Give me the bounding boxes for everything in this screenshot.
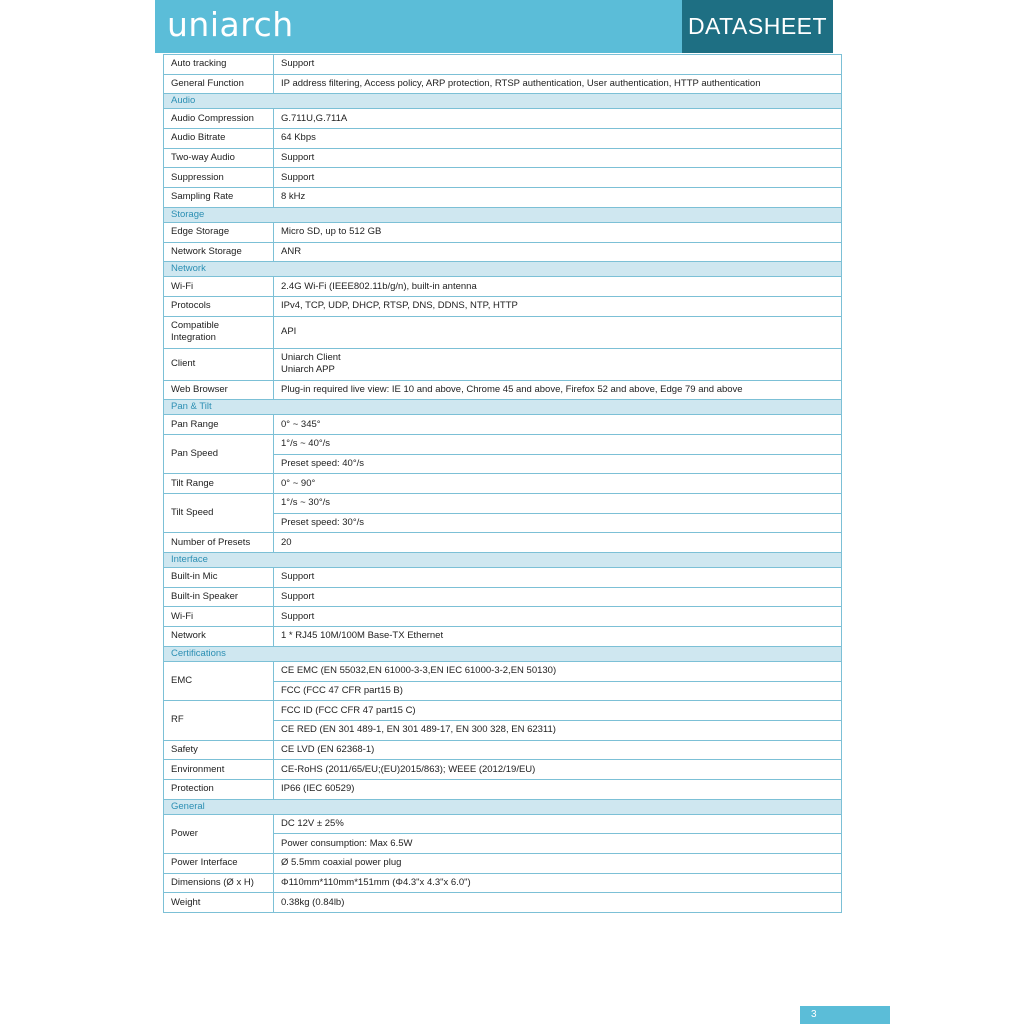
spec-label: Environment bbox=[164, 760, 274, 780]
spec-value: API bbox=[274, 316, 842, 348]
table-row bbox=[164, 587, 842, 607]
spec-value: 0° ~ 345° bbox=[274, 415, 842, 435]
spec-value: Support bbox=[274, 587, 842, 607]
spec-label: RF bbox=[164, 701, 274, 740]
spec-value: FCC (FCC 47 CFR part15 B) bbox=[274, 681, 842, 701]
spec-value: IP address filtering, Access policy, ARP protection, RTSP authentication, User authentication, HTTP authentication bbox=[274, 74, 842, 94]
spec-value: Support bbox=[274, 148, 842, 168]
table-row bbox=[164, 760, 842, 780]
spec-label: Power Interface bbox=[164, 854, 274, 874]
spec-label: General Function bbox=[164, 74, 274, 94]
table-row bbox=[164, 380, 842, 400]
spec-value: 1 * RJ45 10M/100M Base-TX Ethernet bbox=[274, 627, 842, 647]
spec-value: IP66 (IEC 60529) bbox=[274, 779, 842, 799]
table-row bbox=[164, 168, 842, 188]
spec-value: G.711U,G.711A bbox=[274, 109, 842, 129]
spec-value: Φ110mm*110mm*151mm (Φ4.3"x 4.3"x 6.0") bbox=[274, 873, 842, 893]
section-header-general bbox=[164, 799, 842, 814]
table-row bbox=[164, 873, 842, 893]
spec-label: Wi-Fi bbox=[164, 607, 274, 627]
spec-label: Edge Storage bbox=[164, 222, 274, 242]
spec-label: Wi-Fi bbox=[164, 277, 274, 297]
spec-value: Support bbox=[274, 168, 842, 188]
table-row bbox=[164, 494, 842, 514]
table-row bbox=[164, 568, 842, 588]
spec-label: Client bbox=[164, 348, 274, 380]
spec-table bbox=[163, 54, 842, 913]
table-row bbox=[164, 148, 842, 168]
spec-label-line: Compatible bbox=[171, 320, 220, 332]
spec-value: 0.38kg (0.84lb) bbox=[274, 893, 842, 913]
table-row bbox=[164, 129, 842, 149]
spec-value: 20 bbox=[274, 533, 842, 553]
spec-value-line: Uniarch Client bbox=[281, 352, 341, 364]
spec-value: DC 12V ± 25% bbox=[274, 814, 842, 834]
spec-value: CE RED (EN 301 489-1, EN 301 489-17, EN 300 328, EN 62311) bbox=[274, 720, 842, 740]
spec-value: CE LVD (EN 62368-1) bbox=[274, 740, 842, 760]
spec-label: Dimensions (Ø x H) bbox=[164, 873, 274, 893]
table-row bbox=[164, 109, 842, 129]
spec-value: 64 Kbps bbox=[274, 129, 842, 149]
header-banner bbox=[155, 0, 833, 53]
table-row bbox=[164, 533, 842, 553]
section-header-network bbox=[164, 262, 842, 277]
spec-label: Tilt Speed bbox=[164, 494, 274, 533]
spec-value: Support bbox=[274, 55, 842, 75]
table-row bbox=[164, 242, 842, 262]
table-row bbox=[164, 661, 842, 681]
spec-label: Built-in Mic bbox=[164, 568, 274, 588]
spec-value: Plug-in required live view: IE 10 and above, Chrome 45 and above, Firefox 52 and above, Edge 79 and above bbox=[274, 380, 842, 400]
spec-label: EMC bbox=[164, 661, 274, 700]
section-title: Interface bbox=[164, 553, 842, 568]
spec-label bbox=[164, 316, 274, 348]
spec-label: Protection bbox=[164, 779, 274, 799]
spec-label: Weight bbox=[164, 893, 274, 913]
spec-label: Audio Compression bbox=[164, 109, 274, 129]
section-title: General bbox=[164, 799, 842, 814]
uniarch-logo: uniarch bbox=[167, 5, 294, 44]
table-row bbox=[164, 55, 842, 75]
section-header-pan-tilt bbox=[164, 400, 842, 415]
section-header-interface bbox=[164, 553, 842, 568]
section-title: Audio bbox=[164, 94, 842, 109]
table-row bbox=[164, 740, 842, 760]
section-header-audio bbox=[164, 94, 842, 109]
table-row bbox=[164, 474, 842, 494]
spec-label: Protocols bbox=[164, 296, 274, 316]
spec-value: Support bbox=[274, 568, 842, 588]
spec-value: CE EMC (EN 55032,EN 61000-3-3,EN IEC 61000-3-2,EN 50130) bbox=[274, 661, 842, 681]
table-row bbox=[164, 607, 842, 627]
spec-value: Micro SD, up to 512 GB bbox=[274, 222, 842, 242]
spec-value: FCC ID (FCC CFR 47 part15 C) bbox=[274, 701, 842, 721]
table-row bbox=[164, 74, 842, 94]
spec-value: Ø 5.5mm coaxial power plug bbox=[274, 854, 842, 874]
spec-label: Web Browser bbox=[164, 380, 274, 400]
spec-label: Auto tracking bbox=[164, 55, 274, 75]
spec-label: Pan Speed bbox=[164, 434, 274, 473]
spec-label: Network bbox=[164, 627, 274, 647]
table-row bbox=[164, 701, 842, 721]
spec-label: Built-in Speaker bbox=[164, 587, 274, 607]
table-row bbox=[164, 222, 842, 242]
spec-value: Preset speed: 40°/s bbox=[274, 454, 842, 474]
spec-label: Tilt Range bbox=[164, 474, 274, 494]
page-footer-bar bbox=[800, 1006, 890, 1024]
table-row bbox=[164, 893, 842, 913]
page-number: 3 bbox=[811, 1009, 817, 1020]
table-row bbox=[164, 415, 842, 435]
table-row bbox=[164, 434, 842, 454]
section-header-storage bbox=[164, 207, 842, 222]
table-row bbox=[164, 316, 842, 348]
spec-value-line: Uniarch APP bbox=[281, 364, 335, 376]
spec-label: Network Storage bbox=[164, 242, 274, 262]
table-row bbox=[164, 188, 842, 208]
spec-value: Preset speed: 30°/s bbox=[274, 513, 842, 533]
section-title: Certifications bbox=[164, 646, 842, 661]
spec-value: Power consumption: Max 6.5W bbox=[274, 834, 842, 854]
spec-label: Suppression bbox=[164, 168, 274, 188]
spec-label: Pan Range bbox=[164, 415, 274, 435]
spec-value: 2.4G Wi-Fi (IEEE802.11b/g/n), built-in antenna bbox=[274, 277, 842, 297]
spec-label: Safety bbox=[164, 740, 274, 760]
spec-label: Number of Presets bbox=[164, 533, 274, 553]
spec-value bbox=[274, 348, 842, 380]
spec-label: Sampling Rate bbox=[164, 188, 274, 208]
spec-value: Support bbox=[274, 607, 842, 627]
spec-label: Power bbox=[164, 814, 274, 853]
spec-value: 0° ~ 90° bbox=[274, 474, 842, 494]
datasheet-badge: DATASHEET bbox=[682, 0, 833, 53]
section-header-certifications bbox=[164, 646, 842, 661]
spec-label-line: Integration bbox=[171, 332, 216, 344]
spec-value: 1°/s ~ 30°/s bbox=[274, 494, 842, 514]
table-row bbox=[164, 627, 842, 647]
spec-value: ANR bbox=[274, 242, 842, 262]
spec-label: Two-way Audio bbox=[164, 148, 274, 168]
spec-label: Audio Bitrate bbox=[164, 129, 274, 149]
spec-value: 1°/s ~ 40°/s bbox=[274, 434, 842, 454]
spec-value: IPv4, TCP, UDP, DHCP, RTSP, DNS, DDNS, NTP, HTTP bbox=[274, 296, 842, 316]
table-row bbox=[164, 814, 842, 834]
table-row bbox=[164, 348, 842, 380]
table-row bbox=[164, 296, 842, 316]
section-title: Storage bbox=[164, 207, 842, 222]
spec-value: 8 kHz bbox=[274, 188, 842, 208]
section-title: Network bbox=[164, 262, 842, 277]
table-row bbox=[164, 779, 842, 799]
spec-value: CE-RoHS (2011/65/EU;(EU)2015/863); WEEE (2012/19/EU) bbox=[274, 760, 842, 780]
table-row bbox=[164, 854, 842, 874]
table-row bbox=[164, 277, 842, 297]
section-title: Pan & Tilt bbox=[164, 400, 842, 415]
